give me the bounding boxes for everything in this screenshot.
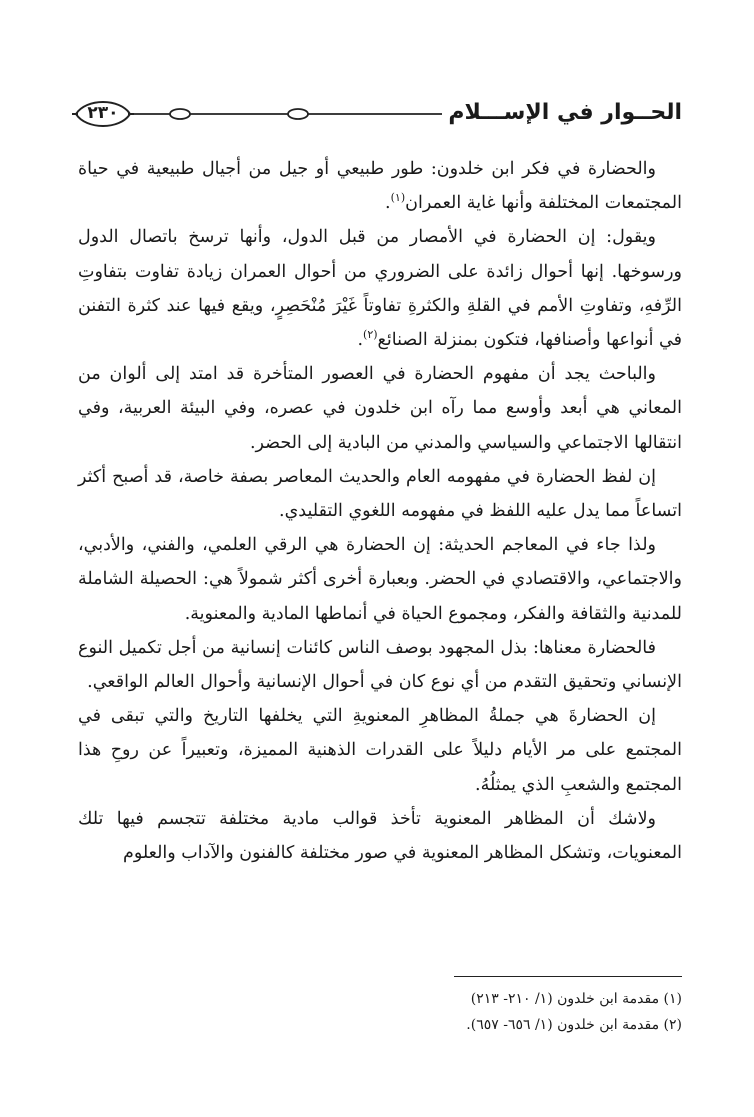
paragraph: ويقول: إن الحضارة في الأمصار من قبل الدول، وأنها ترسخ باتصال الدول ورسوخها. إنها أحوال زائدة على الضروري من أحوال العمران زيادة تفاوت بتفاوتِ الرِّفهِ، وتفاوتِ الأمم في القلةِ والكثرةِ تفاوتاً غَيْرَ مُنْحَصِرٍ، ويقع فيها عند كثرة التفنن في أنواعها وأصنافها، فتكون بمنزلة الصنائع$^{(٢)}$. bbox=[78, 227, 682, 351]
footnote-divider bbox=[454, 976, 682, 977]
footnote-2: (٢) مقدمة ابن خلدون (١/ ٦٥٦- ٦٥٧). bbox=[466, 1017, 682, 1033]
paragraph: إن لفظ الحضارة في مفهومه العام والحديث المعاصر بصفة خاصة، قد أصبح أكثر اتساعاً مما يدل عليه اللفظ في مفهومه اللغوي التقليدي. bbox=[78, 466, 682, 522]
footnote-ref[interactable]: (٢) bbox=[363, 328, 378, 342]
page-header bbox=[72, 92, 682, 136]
footnotes bbox=[300, 986, 682, 1038]
footnote-ref[interactable]: (١) bbox=[390, 191, 406, 205]
paragraph: ولاشك أن المظاهر المعنوية تأخذ قوالب مادية مختلفة تتجسم فيها تلك المعنويات، وتشكل المظاهر المعنوية في صور مختلفة كالفنون والآداب والعلوم bbox=[78, 808, 682, 864]
main-text bbox=[78, 152, 682, 870]
paragraph: والباحث يجد أن مفهوم الحضارة في العصور المتأخرة قد امتد إلى ألوان من المعاني هي أبعد وأوسع مما رآه ابن خلدون في عصره، وفي البيئة العربية، وفي انتقالها الاجتماعي والسياسي والمدني من البادية إلى الحضر. bbox=[78, 364, 682, 453]
running-title: الحــوار في الإســـلام bbox=[442, 98, 682, 128]
paragraph: ولذا جاء في المعاجم الحديثة: إن الحضارة هي الرقي العلمي، والفني، والأدبي، والاجتماعي، والاقتصادي في الحضر. وبعبارة أخرى أكثر شمولاً هي: الحصيلة الشاملة للمدنية والثقافة والفكر، ومجموع الحياة في أنماطها المادية والمعنوية. bbox=[78, 535, 682, 624]
paragraph: إن الحضارةَ هي جملةُ المظاهرِ المعنويةِ التي يخلفها التاريخ والتي تبقى في المجتمع على مر الأيام دليلاً على القدرات الذهنية المميزة، وتعبيراً عن روحِ هذا المجتمع والشعبِ الذي يمثلُهُ. bbox=[78, 706, 682, 795]
paragraph: فالحضارة معناها: بذل المجهود بوصف الناس كائنات إنسانية من أجل تكميل النوع الإنساني وتحقيق التقدم من أي نوع كان في أحوال الإنسانية وأحوال العالم الواقعي. bbox=[78, 637, 682, 693]
page-number: ٢٣٠ bbox=[87, 103, 119, 123]
paragraph: والحضارة في فكر ابن خلدون: طور طبيعي أو جيل من أجيال طبيعية في حياة المجتمعات المختلفة وأنها غاية العمران$^{(١)}$. bbox=[78, 159, 682, 214]
footnote-1: (١) مقدمة ابن خلدون (١/ ٢١٠- ٢١٣) bbox=[470, 991, 682, 1007]
